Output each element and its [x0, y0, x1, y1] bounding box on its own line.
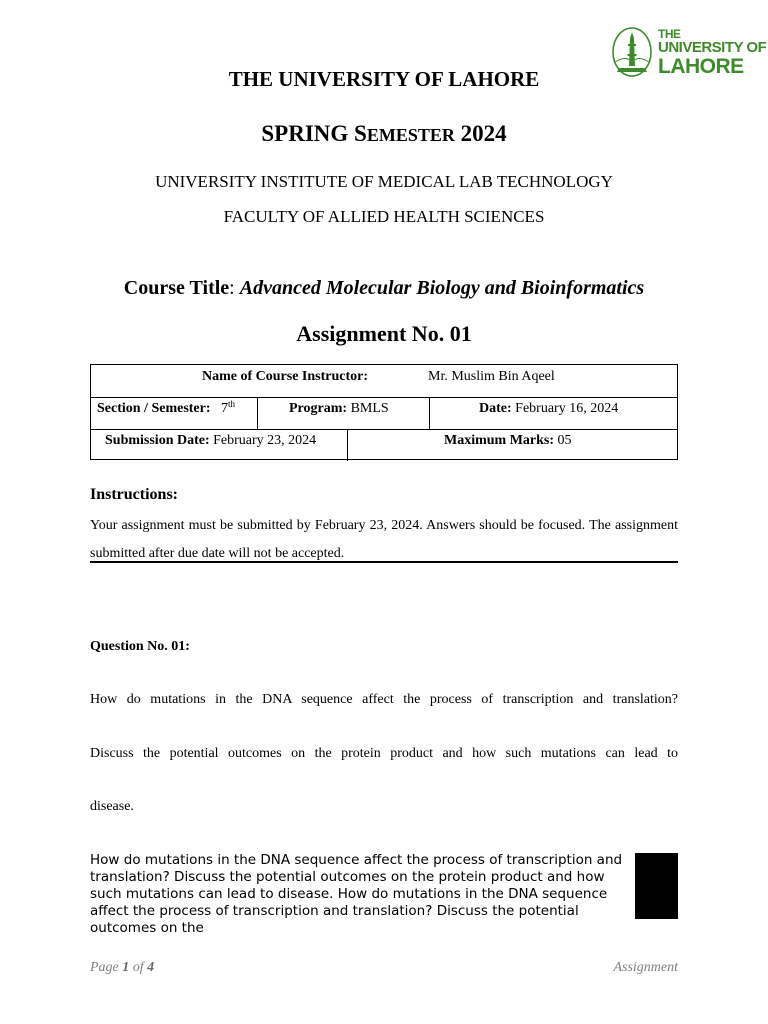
- question-line-3: disease.: [90, 799, 134, 814]
- question-line-1: How do mutations in the DNA sequence affect the process of transcription and translation?: [90, 692, 678, 707]
- divider: [90, 561, 678, 563]
- university-heading: THE UNIVERSITY OF LAHORE: [228, 67, 540, 91]
- submission-date: Submission Date: February 23, 2024: [105, 433, 317, 448]
- maximum-marks: Maximum Marks: 05: [444, 433, 572, 448]
- course-label: Course Title: [123, 277, 230, 299]
- semester-s: S: [354, 121, 367, 146]
- assignment-info-table: [90, 364, 678, 460]
- question-line-2: Discuss the potential outcomes on the protein product and how such mutations can lead to: [90, 746, 678, 761]
- faculty-heading: FACULTY OF ALLIED HEALTH SCIENCES: [223, 207, 545, 226]
- semester-heading: [0, 121, 768, 147]
- page-number: Page 1 of 4: [90, 960, 155, 975]
- repeated-question-text: How do mutations in the DNA sequence affect the process of transcription and translation? Discuss the potential outcomes on the protein product and how such mutations can lead to disease. How do mutations in the DNA sequence affect the process of transcription and translation? Discuss the potential outcomes on the: [90, 852, 623, 936]
- instructor-label: Name of Course Instructor:: [202, 369, 369, 384]
- logo-text-lahore: LAHORE: [658, 55, 744, 78]
- institute-heading: UNIVERSITY INSTITUTE OF MEDICAL LAB TECHNOLOGY: [155, 172, 613, 191]
- semester-rest: EMESTER: [366, 125, 455, 145]
- question-heading: Question No. 01:: [90, 639, 190, 654]
- instructor-value: Mr. Muslim Bin Aqeel: [428, 369, 555, 384]
- semester-year: 2024: [454, 121, 507, 146]
- table-row: [91, 429, 677, 461]
- course-name: Advanced Molecular Biology and Bioinformatics: [239, 277, 645, 299]
- instructions-heading: Instructions:: [90, 486, 179, 503]
- program: Program: BMLS: [289, 401, 389, 416]
- course-colon: :: [229, 277, 235, 299]
- logo-text-the: THE: [658, 27, 681, 41]
- redaction-block: [635, 853, 678, 919]
- assignment-title: Assignment No. 01: [296, 321, 472, 346]
- footer-label: Assignment: [613, 960, 678, 975]
- semester-first: SPRING: [261, 121, 355, 146]
- section-semester: Section / Semester: 7th: [97, 399, 236, 416]
- date: Date: February 16, 2024: [479, 401, 619, 416]
- table-row: [91, 397, 677, 430]
- table-row: [91, 365, 677, 398]
- instructions-text: Your assignment must be submitted by February 23, 2024. Answers should be focused. The assignment submitted after due date will not be accepted.: [90, 518, 678, 561]
- course-title: [0, 277, 768, 300]
- logo-text-university: UNIVERSITY OF: [658, 39, 767, 56]
